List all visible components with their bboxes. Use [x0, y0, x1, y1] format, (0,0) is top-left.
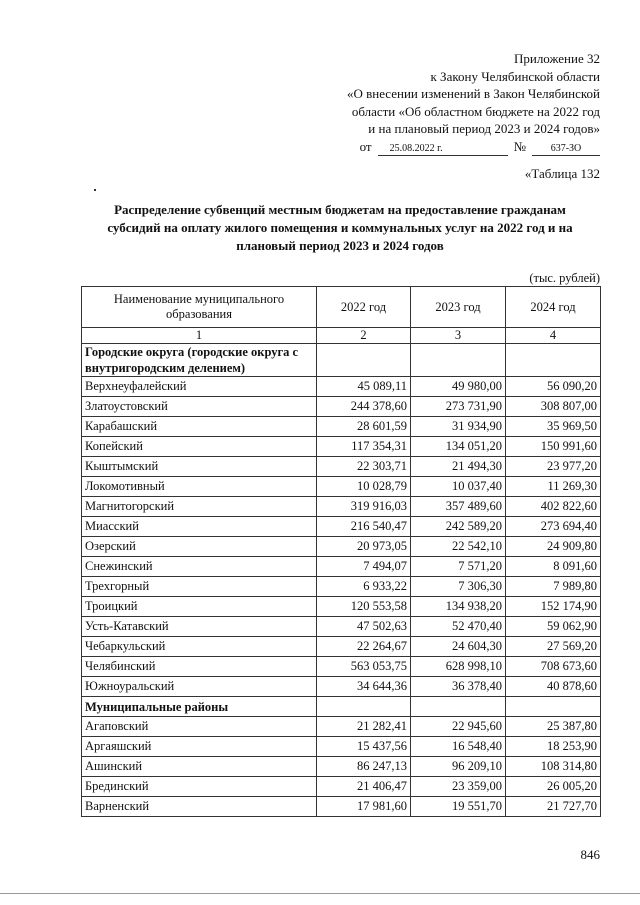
value-2022: 244 378,60: [317, 397, 411, 417]
value-2023: 242 589,20: [411, 517, 506, 537]
from-label: от: [359, 138, 372, 154]
municipality-name: Карабашский: [82, 417, 317, 437]
value-2022: 22 264,67: [317, 637, 411, 657]
value-2022: 34 644,36: [317, 677, 411, 697]
table-tag: «Таблица 132: [524, 166, 600, 181]
value-2022: 216 540,47: [317, 517, 411, 537]
table-row: [82, 557, 601, 577]
value-2024: 152 174,90: [506, 597, 601, 617]
value-2023: 134 938,20: [411, 597, 506, 617]
value-2024: 59 062,90: [506, 617, 601, 637]
value-2023: 16 548,40: [411, 737, 506, 757]
value-2024: 26 005,20: [506, 777, 601, 797]
value-2022: 117 354,31: [317, 437, 411, 457]
value-2022: 21 406,47: [317, 777, 411, 797]
value-2022: 319 916,03: [317, 497, 411, 517]
value-2023: 273 731,90: [411, 397, 506, 417]
municipality-name: Магнитогорский: [82, 497, 317, 517]
municipality-name: Копейский: [82, 437, 317, 457]
appendix-number: Приложение 32: [513, 51, 600, 66]
value-2024: 24 909,80: [506, 537, 601, 557]
empty-cell: [317, 344, 411, 377]
column-number-row: [82, 328, 601, 344]
value-2024: 402 822,60: [506, 497, 601, 517]
table-row: [82, 637, 601, 657]
column-header-2023: 2023 год: [411, 287, 506, 328]
title-line-2: субсидий на оплату жилого помещения и коммунальных услуг на 2022 год и на: [107, 220, 573, 235]
value-2024: 7 989,80: [506, 577, 601, 597]
value-2022: 28 601,59: [317, 417, 411, 437]
table-row: [82, 777, 601, 797]
column-number: 1: [82, 328, 317, 344]
municipality-name: Усть-Катавский: [82, 617, 317, 637]
value-2024: 27 569,20: [506, 637, 601, 657]
scan-bottom-edge: [0, 893, 640, 894]
municipality-name: Агаповский: [82, 717, 317, 737]
value-2024: 21 727,70: [506, 797, 601, 817]
table-row: [82, 737, 601, 757]
table-row: [82, 797, 601, 817]
column-number: 4: [506, 328, 601, 344]
municipality-name: Кыштымский: [82, 457, 317, 477]
value-2024: 25 387,80: [506, 717, 601, 737]
table-row: [82, 657, 601, 677]
value-2024: 308 807,00: [506, 397, 601, 417]
value-2024: 11 269,30: [506, 477, 601, 497]
municipality-name: Ашинский: [82, 757, 317, 777]
value-2023: 24 604,30: [411, 637, 506, 657]
law-title-line-3: и на плановый период 2023 и 2024 годов»: [368, 121, 600, 136]
group-title: Городские округа (городские округа с внутригородским делением): [82, 344, 317, 377]
value-2022: 7 494,07: [317, 557, 411, 577]
group-row: [82, 697, 601, 717]
value-2024: 56 090,20: [506, 377, 601, 397]
table-row: [82, 537, 601, 557]
value-2022: 22 303,71: [317, 457, 411, 477]
subsidy-table: [81, 286, 601, 817]
municipality-name: Трехгорный: [82, 577, 317, 597]
value-2024: 273 694,40: [506, 517, 601, 537]
title-line-3: плановый период 2023 и 2024 годов: [236, 238, 444, 253]
table-row: [82, 757, 601, 777]
table-row: [82, 517, 601, 537]
value-2023: 36 378,40: [411, 677, 506, 697]
municipality-name: Аргаяшский: [82, 737, 317, 757]
column-number: 3: [411, 328, 506, 344]
value-2024: 8 091,60: [506, 557, 601, 577]
table-row: [82, 597, 601, 617]
scan-dot: [94, 189, 96, 191]
table-row: [82, 417, 601, 437]
empty-cell: [506, 344, 601, 377]
value-2023: 49 980,00: [411, 377, 506, 397]
table-row: [82, 377, 601, 397]
number-label: №: [513, 138, 526, 154]
table-row: [82, 477, 601, 497]
column-header-name: Наименование муниципального образования: [82, 287, 317, 328]
value-2024: 150 991,60: [506, 437, 601, 457]
value-2024: 35 969,50: [506, 417, 601, 437]
units-label: (тыс. рублей): [529, 271, 600, 285]
value-2022: 120 553,58: [317, 597, 411, 617]
value-2023: 52 470,40: [411, 617, 506, 637]
value-2023: 21 494,30: [411, 457, 506, 477]
municipality-name: Чебаркульский: [82, 637, 317, 657]
value-2022: 47 502,63: [317, 617, 411, 637]
value-2022: 10 028,79: [317, 477, 411, 497]
value-2022: 21 282,41: [317, 717, 411, 737]
value-2023: 10 037,40: [411, 477, 506, 497]
value-2024: 23 977,20: [506, 457, 601, 477]
law-date-number-line: [347, 138, 600, 156]
value-2024: 18 253,90: [506, 737, 601, 757]
municipality-name: Челябинский: [82, 657, 317, 677]
document-title: [60, 201, 620, 255]
value-2023: 134 051,20: [411, 437, 506, 457]
value-2022: 563 053,75: [317, 657, 411, 677]
municipality-name: Миасский: [82, 517, 317, 537]
municipality-name: Верхнеуфалейский: [82, 377, 317, 397]
law-number: 637-ЗО: [532, 142, 600, 156]
table-row: [82, 577, 601, 597]
value-2022: 86 247,13: [317, 757, 411, 777]
page-number: 846: [580, 847, 600, 862]
municipality-name: Троицкий: [82, 597, 317, 617]
table-row: [82, 617, 601, 637]
empty-cell: [411, 697, 506, 717]
value-2023: 22 542,10: [411, 537, 506, 557]
appendix-header: [347, 50, 600, 156]
group-row: [82, 344, 601, 377]
value-2022: 45 089,11: [317, 377, 411, 397]
value-2023: 7 306,30: [411, 577, 506, 597]
value-2022: 15 437,56: [317, 737, 411, 757]
law-title-line-1: «О внесении изменений в Закон Челябинской: [346, 86, 600, 101]
municipality-name: Брединский: [82, 777, 317, 797]
value-2023: 357 489,60: [411, 497, 506, 517]
value-2022: 6 933,22: [317, 577, 411, 597]
law-reference: к Закону Челябинской области: [430, 68, 600, 84]
value-2023: 96 209,10: [411, 757, 506, 777]
municipality-name: Златоустовский: [82, 397, 317, 417]
value-2023: 22 945,60: [411, 717, 506, 737]
municipality-name: Озерский: [82, 537, 317, 557]
empty-cell: [506, 697, 601, 717]
law-date: 25.08.2022 г.: [378, 142, 508, 156]
value-2023: 628 998,10: [411, 657, 506, 677]
column-header-2022: 2022 год: [317, 287, 411, 328]
table-row: [82, 397, 601, 417]
table-row: [82, 457, 601, 477]
value-2022: 17 981,60: [317, 797, 411, 817]
value-2022: 20 973,05: [317, 537, 411, 557]
table-row: [82, 437, 601, 457]
municipality-name: Снежинский: [82, 557, 317, 577]
value-2023: 31 934,90: [411, 417, 506, 437]
column-header-2024: 2024 год: [506, 287, 601, 328]
empty-cell: [317, 697, 411, 717]
value-2023: 19 551,70: [411, 797, 506, 817]
table-row: [82, 677, 601, 697]
value-2024: 108 314,80: [506, 757, 601, 777]
column-number: 2: [317, 328, 411, 344]
empty-cell: [411, 344, 506, 377]
value-2024: 40 878,60: [506, 677, 601, 697]
municipality-name: Варненский: [82, 797, 317, 817]
value-2024: 708 673,60: [506, 657, 601, 677]
table-row: [82, 717, 601, 737]
table-header-row: [82, 287, 601, 328]
law-title-line-2: области «Об областном бюджете на 2022 год: [351, 103, 600, 119]
value-2023: 7 571,20: [411, 557, 506, 577]
table-row: [82, 497, 601, 517]
group-title: Муниципальные районы: [82, 697, 317, 717]
municipality-name: Локомотивный: [82, 477, 317, 497]
title-line-1: Распределение субвенций местным бюджетам на предоставление гражданам: [114, 202, 566, 217]
municipality-name: Южноуральский: [82, 677, 317, 697]
value-2023: 23 359,00: [411, 777, 506, 797]
